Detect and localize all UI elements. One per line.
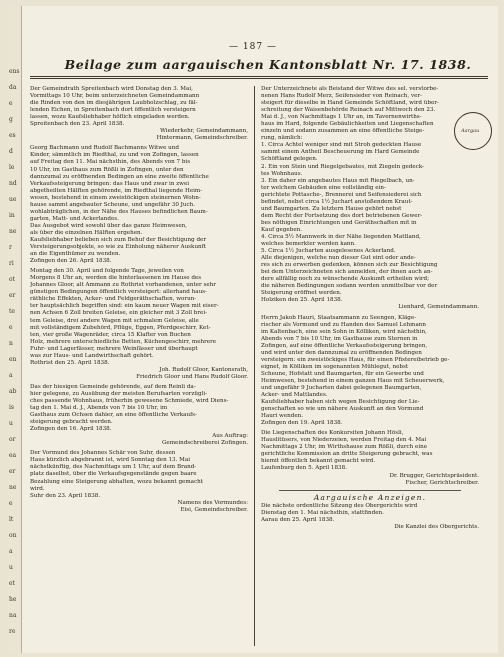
- notice-line: tag den 1. Mai d. J., Abends von 7 bis 10 Uhr, im: [30, 405, 168, 412]
- notice-line: Holz, mehrere unterschiedliche Betten, Küchengeschirr, mehrere: [30, 338, 217, 345]
- notice-line: im Kaltenbach, eine sein Sohn in Kölliken, wird nächsthin,: [261, 328, 427, 335]
- edge-text-fragment: er: [9, 292, 16, 299]
- notice-line: Schöftland gelegen.: [261, 156, 318, 163]
- previous-page-edge: [8, 6, 22, 653]
- notice-line: 4. Circa 5½ Mannwerk in der Nähe liegenden Mattland,: [261, 233, 421, 240]
- notice-line: platz daselbst, über die Verkaufsgegenstände gegen baare: [30, 471, 197, 478]
- edge-text-fragment: d: [9, 148, 13, 155]
- edge-text-fragment: ri: [9, 260, 14, 267]
- notice-line: Der Unterzeichnete als Beistand der Witwe des sel. verstorbe-: [261, 86, 439, 92]
- notice-line: Mai d. J., von Nachmittags 1 Uhr an, im Tavernenwirths-: [261, 114, 422, 121]
- notice-line: Versteigerungsobjekte, so wie zu Einholung näherer Auskunft: [30, 244, 206, 251]
- notice-line: auf Freitag den 11. Mai nächsthin, des Abends von 7 bis: [30, 159, 191, 166]
- edge-text-fragment: ea: [9, 452, 17, 459]
- notice-signature: Joh. Rudolf Gloor, Kantonsrath,: [159, 366, 248, 373]
- notice-line: abgetheilten Hälften gehörende, im Riedthal liegende Heim-: [30, 187, 203, 194]
- stamp-seal: [454, 112, 492, 150]
- notice-signature: Gemeindschreiberei Zofingen.: [161, 440, 248, 447]
- edge-text-fragment: et: [9, 580, 15, 587]
- notice-line: 1. Circa Achtel weniger sind mit Stroh gedeckten Hause: [261, 142, 422, 149]
- notice-line: hier gelegene, zu Ausübung der meisten Berufsarten vorzügli-: [30, 390, 208, 397]
- notice-hauri: [261, 315, 479, 428]
- notice-line: Das der hiesigen Gemeinde gehörende, auf dem Reinli da-: [30, 383, 196, 390]
- notice-line: mit vollständigem Zubehörd, Pflüge, Eggen, Pferdgeschirr, Ket-: [30, 324, 211, 331]
- notice-line: ten, vier große Wagenräder, circa 15 Klafter von Buchen: [30, 331, 191, 338]
- edge-text-fragment: r: [9, 244, 12, 251]
- notice-line: wohlabträglichen, in der Nähe des Hauses befindlichen Baum-: [30, 208, 208, 215]
- edge-text-fragment: ens: [9, 68, 20, 75]
- notice-suhr: [30, 450, 248, 513]
- notice-line: eignet, in Kölliken im sogenannten Mühlegut, nebst: [261, 363, 409, 370]
- notice-rothrist: [30, 268, 248, 381]
- notice-line: tes Wohnhaus.: [261, 170, 303, 177]
- edge-text-fragment: on: [9, 532, 17, 539]
- notice-line: Alle diejenigen, welche nun dieser Gut eint oder ande-: [261, 255, 416, 262]
- edge-text-fragment: te: [9, 308, 15, 315]
- notice-line: Zofingen den 26. April 1838.: [30, 258, 112, 265]
- notice-line: 5. Circa 1½ Jucharten ausgelesenes Ackerland.: [261, 248, 396, 255]
- edge-text-fragment: e: [9, 100, 13, 107]
- notice-line: und wird unter den dannzumal zu eröffnenden Bedingen: [261, 349, 422, 356]
- right-column: [261, 86, 479, 648]
- notice-line: dannzumal zu eröffnenden Bedingen an eine zweite öffentliche: [30, 173, 209, 180]
- notice-line: befindet, nebst circa 1½ Juchart anstoßendem Kraut-: [261, 198, 413, 205]
- notice-line: Der Vormund des Johannes Schär von Suhr, dessen: [30, 450, 176, 457]
- notice-line: schreitung der Waisenbehörde Reinach auf Mittwoch den 23.: [261, 107, 436, 114]
- edge-text-fragment: da: [9, 84, 17, 91]
- newspaper-page: [8, 6, 498, 653]
- edge-text-fragment: le: [9, 164, 15, 171]
- notice-line: Zofingen den 16. April 1838.: [30, 426, 112, 433]
- edge-text-fragment: g: [9, 116, 13, 123]
- notice-line: nächstkünftig, des Nachmittags um 1 Uhr, auf dem Brand-: [30, 464, 197, 471]
- notice-line: hiemit öffentlich bekannt gemacht wird.: [261, 458, 376, 465]
- notice-line: Georg Bachmann und Rudolf Bachmanns Witwe und: [30, 145, 179, 152]
- notice-line: Haus kürzlich abgebrannt ist, wird Sonntag den 13. Mai: [30, 457, 191, 464]
- notice-line: bes nöthigen Einrichtungen und Geräthschaften mit in: [261, 219, 417, 226]
- edge-text-fragment: ne: [9, 228, 17, 235]
- notice-line: Nachmittags 2 Uhr, im Wirthshause zum Rößli, durch eine: [261, 444, 428, 451]
- notice-line: und Baumgarten. Zu letztern Hause gehört nebst: [261, 205, 402, 212]
- notice-signature: Eisi, Gemeindschreiber.: [180, 506, 248, 513]
- edge-text-fragment: en: [9, 356, 17, 363]
- notice-heimwesen: [30, 384, 248, 447]
- notice-line: sammt einem Antheil Bescheuerung im Hard Gemeinde: [261, 149, 420, 156]
- edge-text-fragment: in: [9, 212, 15, 219]
- notice-line: was zur Haus- und Landwirthschaft gehört.: [30, 352, 154, 359]
- notice-line: genschaften so wie um nähere Auskunft an den Vormund: [261, 406, 424, 413]
- notice-line: Fuhr- und Lagerfässer, mehrere Weinfässer und überhaupt: [30, 345, 198, 352]
- notice-signature: Dr. Brugger, Gerichtspräsident.: [389, 472, 479, 479]
- notice-schoeftland: [261, 86, 479, 312]
- notice-line: Kaufsliebhaber belieben sich zum Behuf der Besichtigung der: [30, 236, 207, 243]
- notice-line: garten, Matt- und Ackerlandes.: [30, 215, 119, 222]
- notice-line: Dienstag den 1. Mai nächsthin, stattfinden.: [261, 509, 384, 516]
- notice-hoesli: [261, 430, 479, 486]
- notice-line: Die Liegenschaften des Konkursiten Johann Hösli,: [261, 430, 404, 437]
- notice-line: Die nächste ordentliche Sitzung des Obergerichts wird: [261, 502, 418, 509]
- edge-text-fragment: or: [9, 436, 16, 443]
- edge-text-fragment: is: [9, 404, 14, 411]
- section-title: Aargauische Anzeigen.: [313, 492, 427, 502]
- edge-text-fragment: ue: [9, 196, 17, 203]
- notice-line: Kauf gegeben.: [261, 226, 303, 233]
- notice-line: an die Eigenthümer zu wenden.: [30, 251, 121, 258]
- notice-line: Der Gemeindrath Spreitenbach wird Donstag den 3. Mai,: [30, 86, 193, 92]
- notice-signature: Die Kanzlei des Obergerichts.: [394, 523, 479, 530]
- edge-text-fragment: nd: [9, 180, 17, 187]
- stamp-text: Aargau: [461, 128, 480, 134]
- notice-line: Laufenburg den 5. April 1838.: [261, 465, 347, 472]
- notice-line: lassen, wozu Kaufsliebhaber höflich eingeladen werden.: [30, 114, 190, 121]
- section-rule: [279, 490, 461, 491]
- edge-text-fragment: n: [9, 340, 13, 347]
- notice-line: Gasthaus zum Ochsen dahier, an eine öffentliche Verkaufs-: [30, 412, 197, 419]
- notice-line: Das Ausgebot wird sowohl über das ganze Heimwesen,: [30, 222, 188, 229]
- notice-signature: Hintermann, Gemeindschreiber.: [156, 135, 248, 142]
- notice-line: Scheune, Hofstatt und Baumgarten, für ein Gewerbe und: [261, 370, 424, 377]
- notice-line: gerichtete Pottasche-, Brennerei und Seifensiederei sich: [261, 191, 422, 198]
- edge-text-fragment: es: [9, 132, 16, 139]
- notice-line: Bezahlung eine Steigerung abhalten, wozu bekannt gemacht: [30, 478, 203, 485]
- notice-line: hause sammt angebauter Scheune, und ungefähr 30 Juch.: [30, 201, 196, 208]
- notice-signature: Aus Auftrag:: [212, 433, 248, 440]
- notice-obergericht: [261, 503, 479, 531]
- notice-spreitenbach: [30, 86, 248, 142]
- edge-text-fragment: na: [9, 612, 17, 619]
- edge-text-fragment: ot: [9, 276, 16, 283]
- notice-line: Steigerung eröffnet werden.: [261, 290, 342, 297]
- notice-line: Acker- und Mattlandes.: [261, 392, 328, 399]
- notice-line: steigert für dieselbe in Hand Gemeinde Schöftland, wird über-: [261, 100, 439, 107]
- notice-line: Spreitenbach den 23. April 1838.: [30, 121, 125, 128]
- notice-line: Hauslitüsers, von Niederzeien, werden Freitag den 4. Mai: [261, 437, 427, 444]
- header-rule-bottom: [30, 78, 488, 79]
- notice-line: Herrn Jakob Hauri, Staatsammann zu Seengen, Kläge-: [261, 314, 417, 321]
- notice-line: räthliche Effekten, Acker- und Feldgeräthschaften, worun-: [30, 296, 197, 303]
- notice-line: rischer als Vormund und zu Handen des Samuel Lehmann: [261, 321, 426, 328]
- edge-text-fragment: e: [9, 324, 13, 331]
- notice-signature: Fischer, Gerichtschreiber.: [405, 479, 479, 486]
- notice-line: Suhr den 23. April 1838.: [30, 492, 101, 499]
- notice-line: Verkaufssteigerung bringen: das Haus und zwar in zwei: [30, 180, 190, 187]
- notice-line: ter hauptsächlich begriffen sind: ein kaum neuer Wagen mit eiser-: [30, 303, 219, 310]
- notice-line: Heimwesen, bestehend in einem ganzen Haus mit Scheuerwerk,: [261, 377, 445, 384]
- notice-signature: Friedrich Gloor und Hans Rudolf Gloor.: [136, 373, 248, 380]
- notice-line: res sich zu erwerben gedenken, können sich zur Besichtigung: [261, 262, 438, 269]
- edge-text-fragment: er: [9, 468, 16, 475]
- notice-line: lenden Eichen, in Spreitenbach dort öffentlich versteigern: [30, 107, 196, 114]
- notice-line: welches bemerkter werden kann.: [261, 241, 356, 248]
- notice-line: Zofingen, auf eine öffentliche Verkaufssteigerung bringen,: [261, 342, 428, 349]
- edge-text-fragment: re: [9, 628, 16, 635]
- notice-line: Vormittags 10 Uhr, beim unterzeichneten Gemeindammann: [30, 93, 200, 100]
- left-column: [30, 86, 248, 648]
- notice-bachmann: [30, 145, 248, 265]
- notice-line: rung, nämlich:: [261, 135, 303, 142]
- page-header: Beilage zum aargauischen Kantonsblatt Nr. 17. 1838.: [64, 57, 472, 72]
- notice-line: 10 Uhr, im Gasthaus zum Rößli in Zofingen, unter den: [30, 166, 184, 173]
- notice-line: haus im Hard, folgende Gebäulichkeiten und Liegenschaften: [261, 121, 434, 128]
- notice-line: 3. Ein daher ein angebautes Haus mit Riegelbach, un-: [261, 177, 415, 184]
- notice-signature: Namens des Vormundes:: [177, 499, 248, 506]
- notice-line: tem Geleise, drei andere Wagen mit schmalem Geleise, alle: [30, 317, 199, 324]
- notice-line: Morgens 8 Uhr an, werden die hinterlassenen im Hause des: [30, 275, 202, 282]
- notice-line: versteigern: ein zweistöckiges Haus, für einen Pfistereibetrieb ge-: [261, 356, 450, 363]
- notice-line: einzeln und sodann zusammen an eine öffentliche Steige-: [261, 128, 425, 135]
- notice-line: ches passende Wohnhaus, früherhin gewesene Schmiede, wird Diens-: [30, 398, 229, 405]
- edge-text-fragment: u: [9, 564, 13, 571]
- notice-line: dem Recht der Fortsetzung des dort betriebenen Gewer-: [261, 212, 423, 219]
- notice-line: Montag den 30. April und folgende Tage, jeweilen von: [30, 268, 184, 275]
- notice-line: nenen Hans Rudolf Merz, Seifensieder von Reinach, ver-: [261, 93, 422, 100]
- edge-text-fragment: a: [9, 372, 13, 379]
- notice-line: nen Achsen 6 Zoll breiten Geleise, ein gleicher mit 3 Zoll brei-: [30, 310, 208, 317]
- notice-line: Kinder, sämmtlich im Riedthal, zu und von Zofingen, lassen: [30, 152, 199, 159]
- notice-line: Hauri wenden.: [261, 413, 304, 420]
- notice-line: Zofingen den 19. April 1838.: [261, 420, 343, 427]
- notice-line: Kaufsliebhaber haben sich wegen Besichtigung der Lie-: [261, 399, 420, 406]
- notice-line: die näheren Bedingungen sodann werden unmittelbar vor der: [261, 283, 438, 290]
- notice-line: wesen, bestehend in einem zweistöckigen steinernen Wohn-: [30, 194, 201, 201]
- notice-line: Johannes Gloor, alt Ammann zu Rothrist vorhandenen, unter sehr: [30, 282, 216, 289]
- edge-text-fragment: e: [9, 500, 13, 507]
- notice-line: gerichtliche Kommission an dritte Steigerung gebracht, was: [261, 451, 433, 458]
- edge-text-fragment: ab: [9, 388, 17, 395]
- notice-line: und ungefähr 9 Jucharten dabei gelegenen Baumgarten,: [261, 384, 422, 391]
- notice-line: dere allfällig noch zu wünschende Auskunft ertheilen wird;: [261, 276, 430, 283]
- notice-line: wird.: [30, 485, 45, 492]
- edge-text-fragment: u: [9, 420, 13, 427]
- edge-text-fragment: he: [9, 596, 17, 603]
- edge-text-fragment: ne: [9, 484, 17, 491]
- notice-line: 2. Ein von Stein und Riegelgebautes, mit Ziegeln gedeck-: [261, 163, 425, 170]
- header-rule-top: [30, 76, 488, 77]
- notice-line: ter welchem Gebäuden eine vollständig ein-: [261, 184, 386, 191]
- notice-line: Rothrist den 25. April 1838.: [30, 359, 110, 366]
- notice-line: Holziken den 25. April 1838.: [261, 297, 343, 304]
- edge-text-fragment: lt: [9, 516, 14, 523]
- notice-line: Aarau den 25. April 1838.: [261, 516, 335, 523]
- notice-line: als über die einzelnen Hälften ergehen.: [30, 229, 143, 236]
- notice-signature: Wiederkehr, Gemeindammann,: [160, 128, 248, 135]
- notice-line: günstigen Bedingungen öffentlich versteigert: allerhand haus-: [30, 289, 207, 296]
- notice-line: bei dem Unterzeichneten sich anmelden, der ihnen auch an-: [261, 269, 433, 276]
- notice-line: die Rinden von den im diesjährigen Laubholzschlag, zu fäl-: [30, 100, 198, 107]
- edge-text-fragment: a: [9, 548, 13, 555]
- notice-line: Abends von 7 bis 10 Uhr, im Gasthause zum Sternen in: [261, 335, 418, 342]
- notice-signature: Lienhard, Gemeindammann.: [398, 304, 479, 311]
- page-number: — 187 —: [229, 42, 277, 52]
- column-divider: [254, 86, 255, 646]
- notice-line: steigerung gebracht werden.: [30, 419, 113, 426]
